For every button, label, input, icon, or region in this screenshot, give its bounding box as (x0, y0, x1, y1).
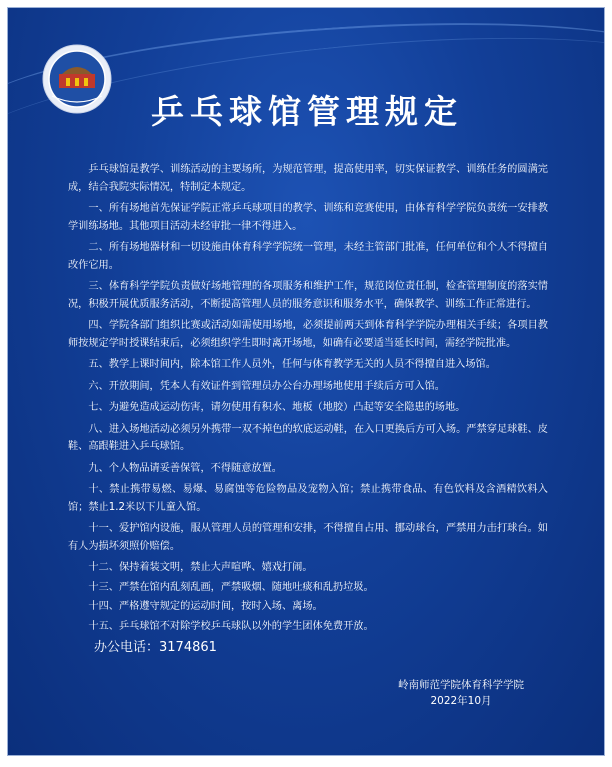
page-title: 乒乓球馆管理规定 (151, 92, 463, 131)
signature-date: 2022年10月 (430, 695, 492, 707)
rule-item: 四、学院各部门组织比赛或活动如需使用场地，必须提前两天到体育科学学院办理相关手续；各项目教师按规定学时授课结束后，必须组织学生即时离开场地，如确有必要适当延长时间，需经学院批准。 (68, 320, 548, 349)
rule-item: 一、所有场地首先保证学院正常乒乓球项目的教学、训练和竞赛使用，由体育科学学院负责统一安排教学训练场地。其他项目活动未经审批一律不得进入。 (68, 203, 548, 232)
rule-item: 五、教学上课时间内，除本馆工作人员外，任何与体育教学无关的人员不得擅自进入场馆。 (88, 359, 496, 370)
rule-item: 十二、保持着装文明，禁止大声喧哗、嬉戏打闹。 (88, 562, 313, 573)
rule-item: 九、个人物品请妥善保管，不得随意放置。 (88, 462, 282, 474)
intro-paragraph: 乒乓球馆是教学、训练活动的主要场所，为规范管理，提高使用率，切实保证教学、训练任务的圆满完成，结合我院实际情况，特制定本规定。 (68, 164, 548, 193)
rule-item: 十四、严格遵守规定的运动时间，按时入场、离场。 (88, 601, 323, 612)
signature-block (386, 677, 536, 709)
rule-item: 十、禁止携带易燃、易爆、易腐蚀等危险物品及宠物入馆；禁止携带食品、有色饮料及含酒精饮料入馆；禁止1.2米以下儿童入馆。 (68, 484, 548, 513)
office-phone: 办公电话：3174861 (94, 640, 217, 655)
rule-item: 十三、严禁在馆内乱刻乱画，严禁吸烟、随地吐痰和乱扔垃圾。 (88, 581, 374, 593)
rule-item: 十五、乒乓球馆不对除学校乒乓球队以外的学生团体免费开放。 (88, 620, 374, 632)
regulation-body (68, 161, 548, 657)
notice-poster (7, 7, 605, 756)
rule-item: 十一、爱护馆内设施，服从管理人员的管理和安排，不得擅自占用、挪动球台，严禁用力击打球台。如有人为损坏须照价赔偿。 (68, 523, 548, 552)
rule-item: 六、开放期间，凭本人有效证件到管理员办公台办理场地使用手续后方可入馆。 (88, 380, 445, 392)
rule-item: 七、为避免造成运动伤害，请勿使用有积水、地板（地胶）凸起等安全隐患的场地。 (88, 402, 466, 413)
rule-item: 二、所有场地器材和一切设施由体育科学学院统一管理，未经主管部门批准，任何单位和个人不得擅自改作它用。 (68, 242, 548, 271)
signature-org: 岭南师范学院体育科学学院 (398, 679, 524, 691)
rule-item: 八、进入场地活动必须另外携带一双不掉色的软底运动鞋，在入口更换后方可入场。严禁穿足球鞋、皮鞋、高跟鞋进入乒乓球馆。 (68, 423, 548, 452)
rule-item: 三、体育科学学院负责做好场地管理的各项服务和维护工作，规范岗位责任制，检查管理制度的落实情况，积极开展优质服务活动，不断提高管理人员的服务意识和服务水平，确保教学、训练工作正常进行。 (68, 281, 548, 310)
